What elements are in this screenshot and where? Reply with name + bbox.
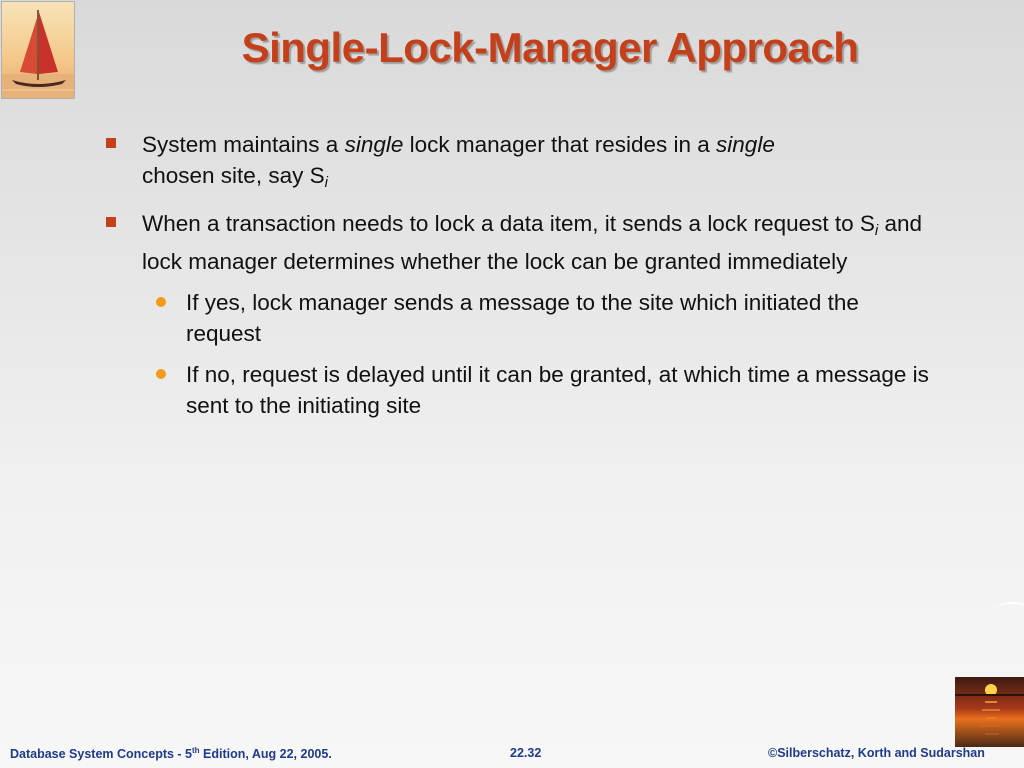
wave-decoration	[998, 602, 1024, 614]
footer-copyright: ©Silberschatz, Korth and Sudarshan	[768, 746, 985, 760]
round-bullet-icon	[156, 369, 166, 379]
square-bullet-icon	[106, 217, 116, 227]
footer-page-number: 22.32	[510, 746, 542, 760]
slide-content	[104, 129, 934, 431]
footer-book-info: Database System Concepts - 5th Edition, Aug 22, 2005.	[10, 746, 332, 762]
bullet-item: System maintains a single lock manager that resides in a single chosen site, say $S_i$	[104, 129, 934, 198]
sailboat-image	[1, 1, 75, 99]
square-bullet-icon	[106, 138, 116, 148]
bullet-item: When a transaction needs to lock a data item, it sends a lock request to $S_i$ and lock manager determines whether the lock can be granted immediately	[104, 208, 934, 277]
round-bullet-icon	[156, 297, 166, 307]
sub-bullet-item: If yes, lock manager sends a message to the site which initiated the request	[104, 287, 934, 349]
slide-title: Single-Lock-Manager Approach	[241, 24, 859, 71]
sub-bullet-item: If no, request is delayed until it can be granted, at which time a message is sent to the initiating site	[104, 359, 934, 421]
sunset-image	[955, 677, 1024, 747]
